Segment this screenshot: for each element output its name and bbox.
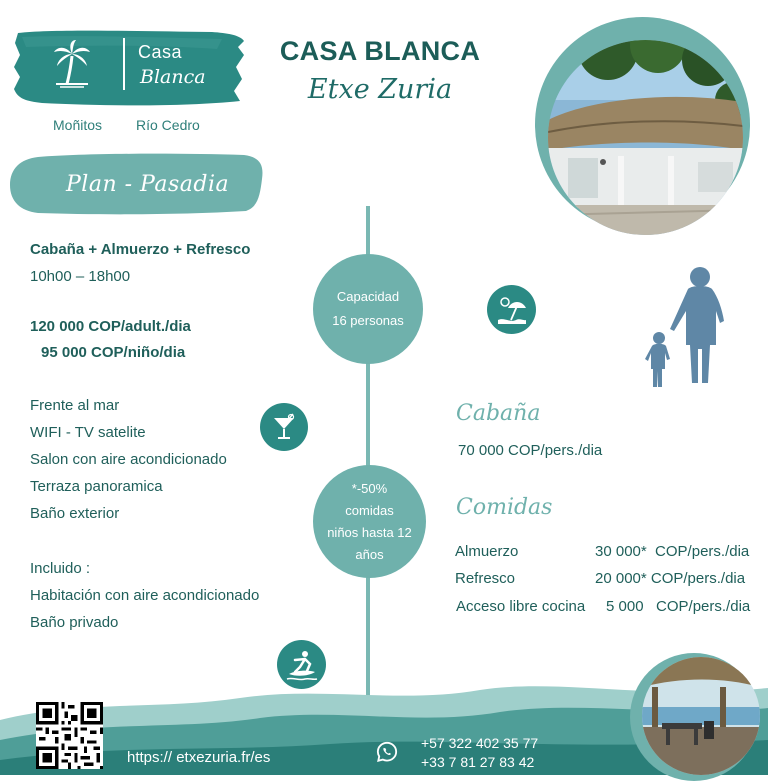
terrace-photo bbox=[642, 657, 760, 775]
comidas-row-label: Almuerzo bbox=[455, 543, 519, 560]
qr-code bbox=[36, 702, 103, 769]
feature-item: Terraza panoramica bbox=[30, 478, 163, 495]
plan-title: Plan - Pasadia bbox=[66, 172, 230, 197]
package-name: Cabaña + Almuerzo + Refresco bbox=[30, 241, 251, 258]
discount-line: comidas bbox=[345, 502, 394, 518]
cabana-title: Cabaña bbox=[456, 401, 541, 426]
feature-item: Baño exterior bbox=[30, 505, 120, 522]
discount-line: *-50% bbox=[351, 480, 388, 496]
cocktail-icon bbox=[260, 403, 308, 451]
logo-divider bbox=[123, 38, 125, 90]
capacity-label: Capacidad bbox=[336, 289, 400, 304]
phone-colombia: +57 322 402 35 77 bbox=[421, 735, 539, 751]
logo-text-casa: Casa bbox=[138, 42, 183, 62]
discount-line: años bbox=[355, 546, 384, 562]
location-monitos: Moñitos bbox=[53, 117, 103, 133]
comidas-row-label: Acceso libre cocina bbox=[456, 598, 586, 615]
feature-item: WIFI - TV satelite bbox=[30, 424, 146, 441]
location-rio-cedro: Río Cedro bbox=[136, 117, 200, 133]
whatsapp-icon bbox=[376, 741, 398, 763]
included-item: Habitación con aire acondicionado bbox=[30, 587, 260, 604]
logo-background bbox=[12, 27, 246, 109]
house-photo bbox=[548, 40, 743, 235]
phone-france: +33 7 81 27 83 42 bbox=[421, 754, 535, 770]
cabana-price: 70 000 COP/pers./dia bbox=[458, 442, 603, 459]
comidas-row-price: 30 000* COP/pers./dia bbox=[595, 543, 750, 560]
package-hours: 10h00 – 18h00 bbox=[30, 268, 131, 285]
comidas-title: Comidas bbox=[456, 495, 553, 520]
page-title: CASA BLANCA bbox=[279, 36, 481, 66]
feature-item: Frente al mar bbox=[30, 397, 120, 414]
logo-text-blanca: Blanca bbox=[140, 66, 206, 88]
discount-line: niños hasta 12 bbox=[327, 524, 412, 540]
comidas-row-price: 20 000* COP/pers./dia bbox=[595, 570, 746, 587]
included-label: Incluido : bbox=[30, 560, 91, 577]
included-item: Baño privado bbox=[30, 614, 119, 631]
comidas-row-label: Refresco bbox=[455, 570, 516, 587]
family-silhouette bbox=[640, 263, 730, 391]
capacity-bubble bbox=[313, 254, 423, 364]
discount-bubble bbox=[313, 465, 426, 578]
comidas-row-price: 5 000 COP/pers./dia bbox=[606, 598, 751, 615]
feature-item: Salon con aire acondicionado bbox=[30, 451, 227, 468]
price-child: 95 000 COP/niño/dia bbox=[41, 344, 186, 361]
palm-tree-icon bbox=[52, 38, 92, 88]
capacity-value: 16 personas bbox=[332, 313, 404, 328]
price-adult: 120 000 COP/adult./dia bbox=[30, 318, 191, 335]
beach-umbrella-icon bbox=[487, 285, 536, 334]
website-link[interactable]: https:// etxezuria.fr/es bbox=[127, 749, 271, 766]
page-subtitle: Etxe Zuria bbox=[307, 74, 453, 105]
